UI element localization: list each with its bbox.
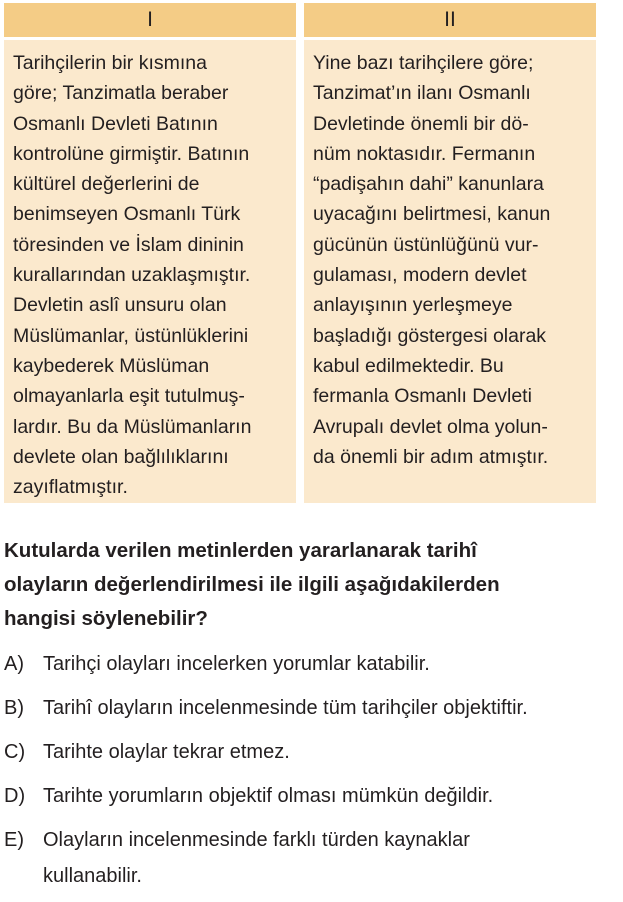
box-II-line: kabul edilmektedir. Bu <box>313 354 504 377</box>
option-line: Tarihte olaylar tekrar etmez. <box>43 741 290 763</box>
option-letter: C) <box>4 741 26 763</box>
box-header-II: II <box>304 3 596 37</box>
option-letter: B) <box>4 697 24 719</box>
text-box-II <box>304 3 596 503</box>
box-I-line: kontrolüne girmiştir. Batının <box>13 142 250 165</box>
option-text <box>43 778 493 814</box>
option-line: Olayların incelenmesinde farklı türden kaynaklar <box>43 829 470 851</box>
box-I-line: Devletin aslî unsuru olan <box>13 294 227 317</box>
box-I-line: Osmanlı Devleti Batının <box>13 112 218 135</box>
box-I-line: göre; Tanzimatla beraber <box>13 82 229 105</box>
box-II-line: nüm noktasıdır. Fermanın <box>313 142 536 165</box>
box-II-line: Devletinde önemli bir dö- <box>313 112 529 135</box>
comparison-boxes <box>4 3 594 503</box>
option-line: Tarihte yorumların objektif olması mümkün değildir. <box>43 785 494 807</box>
option-line: Tarihî olayların incelenmesinde tüm tarihçiler objektiftir. <box>43 697 528 719</box>
box-I-line: zayıflatmıştır. <box>13 476 128 499</box>
question-line: olayların değerlendirilmesi ile ilgili aşağıdakilerden <box>4 573 500 596</box>
option-line: kullanabilir. <box>43 865 142 887</box>
box-I-line: kültürel değerlerini de <box>13 173 200 196</box>
box-II-line: Tanzimat’ın ilanı Osmanlı <box>313 82 531 105</box>
option-line: Tarihçi olayları incelerken yorumlar katabilir. <box>43 653 430 675</box>
box-I-line: kurallarından uzaklaşmıştır. <box>13 264 251 287</box>
box-II-line: Yine bazı tarihçilere göre; <box>313 52 534 74</box>
option-text <box>43 822 470 894</box>
question-line: Kutularda verilen metinlerden yararlanarak tarihî <box>4 539 477 562</box>
box-II-line: uyacağını belirtmesi, kanun <box>313 203 551 226</box>
box-II-line: başladığı göstergesi olarak <box>313 324 547 347</box>
question-stem <box>4 534 619 636</box>
box-body-II <box>304 40 596 503</box>
option-text <box>43 690 528 726</box>
option-text <box>43 646 430 682</box>
box-I-line: Müslümanlar, üstünlüklerini <box>13 324 249 347</box>
option-letter: A) <box>4 653 24 675</box>
option-a[interactable] <box>4 646 623 690</box>
box-header-I: I <box>4 3 296 37</box>
option-c[interactable] <box>4 734 623 778</box>
text-box-I <box>4 3 296 503</box>
box-I-line: devlete olan bağlılıklarını <box>13 445 229 468</box>
box-I-line: töresinden ve İslam dininin <box>13 233 244 256</box>
option-letter: E) <box>4 829 24 851</box>
box-II-line: gücünün üstünlüğünü vur- <box>313 233 539 256</box>
box-II-line: da önemli bir adım atmıştır. <box>313 445 549 468</box>
answer-options <box>4 646 623 902</box>
box-II-line: Avrupalı devlet olma yolun- <box>313 415 548 438</box>
box-I-line: benimseyen Osmanlı Türk <box>13 203 241 226</box>
option-text <box>43 734 290 770</box>
box-II-line: anlayışının yerleşmeye <box>313 294 513 317</box>
box-body-I <box>4 40 296 503</box>
box-II-line: “padişahın dahi” kanunlara <box>313 173 544 196</box>
box-II-line: fermanla Osmanlı Devleti <box>313 385 532 408</box>
question-line: hangisi söylenebilir? <box>4 607 208 630</box>
box-I-line: olmayanlarla eşit tutulmuş- <box>13 385 245 408</box>
option-b[interactable] <box>4 690 623 734</box>
box-I-line: Tarihçilerin bir kısmına <box>13 52 207 74</box>
box-I-line: lardır. Bu da Müslümanların <box>13 415 252 438</box>
option-e[interactable] <box>4 822 623 902</box>
option-d[interactable] <box>4 778 623 822</box>
option-letter: D) <box>4 785 26 807</box>
box-I-line: kaybederek Müslüman <box>13 354 210 377</box>
box-II-line: gulaması, modern devlet <box>313 264 527 287</box>
